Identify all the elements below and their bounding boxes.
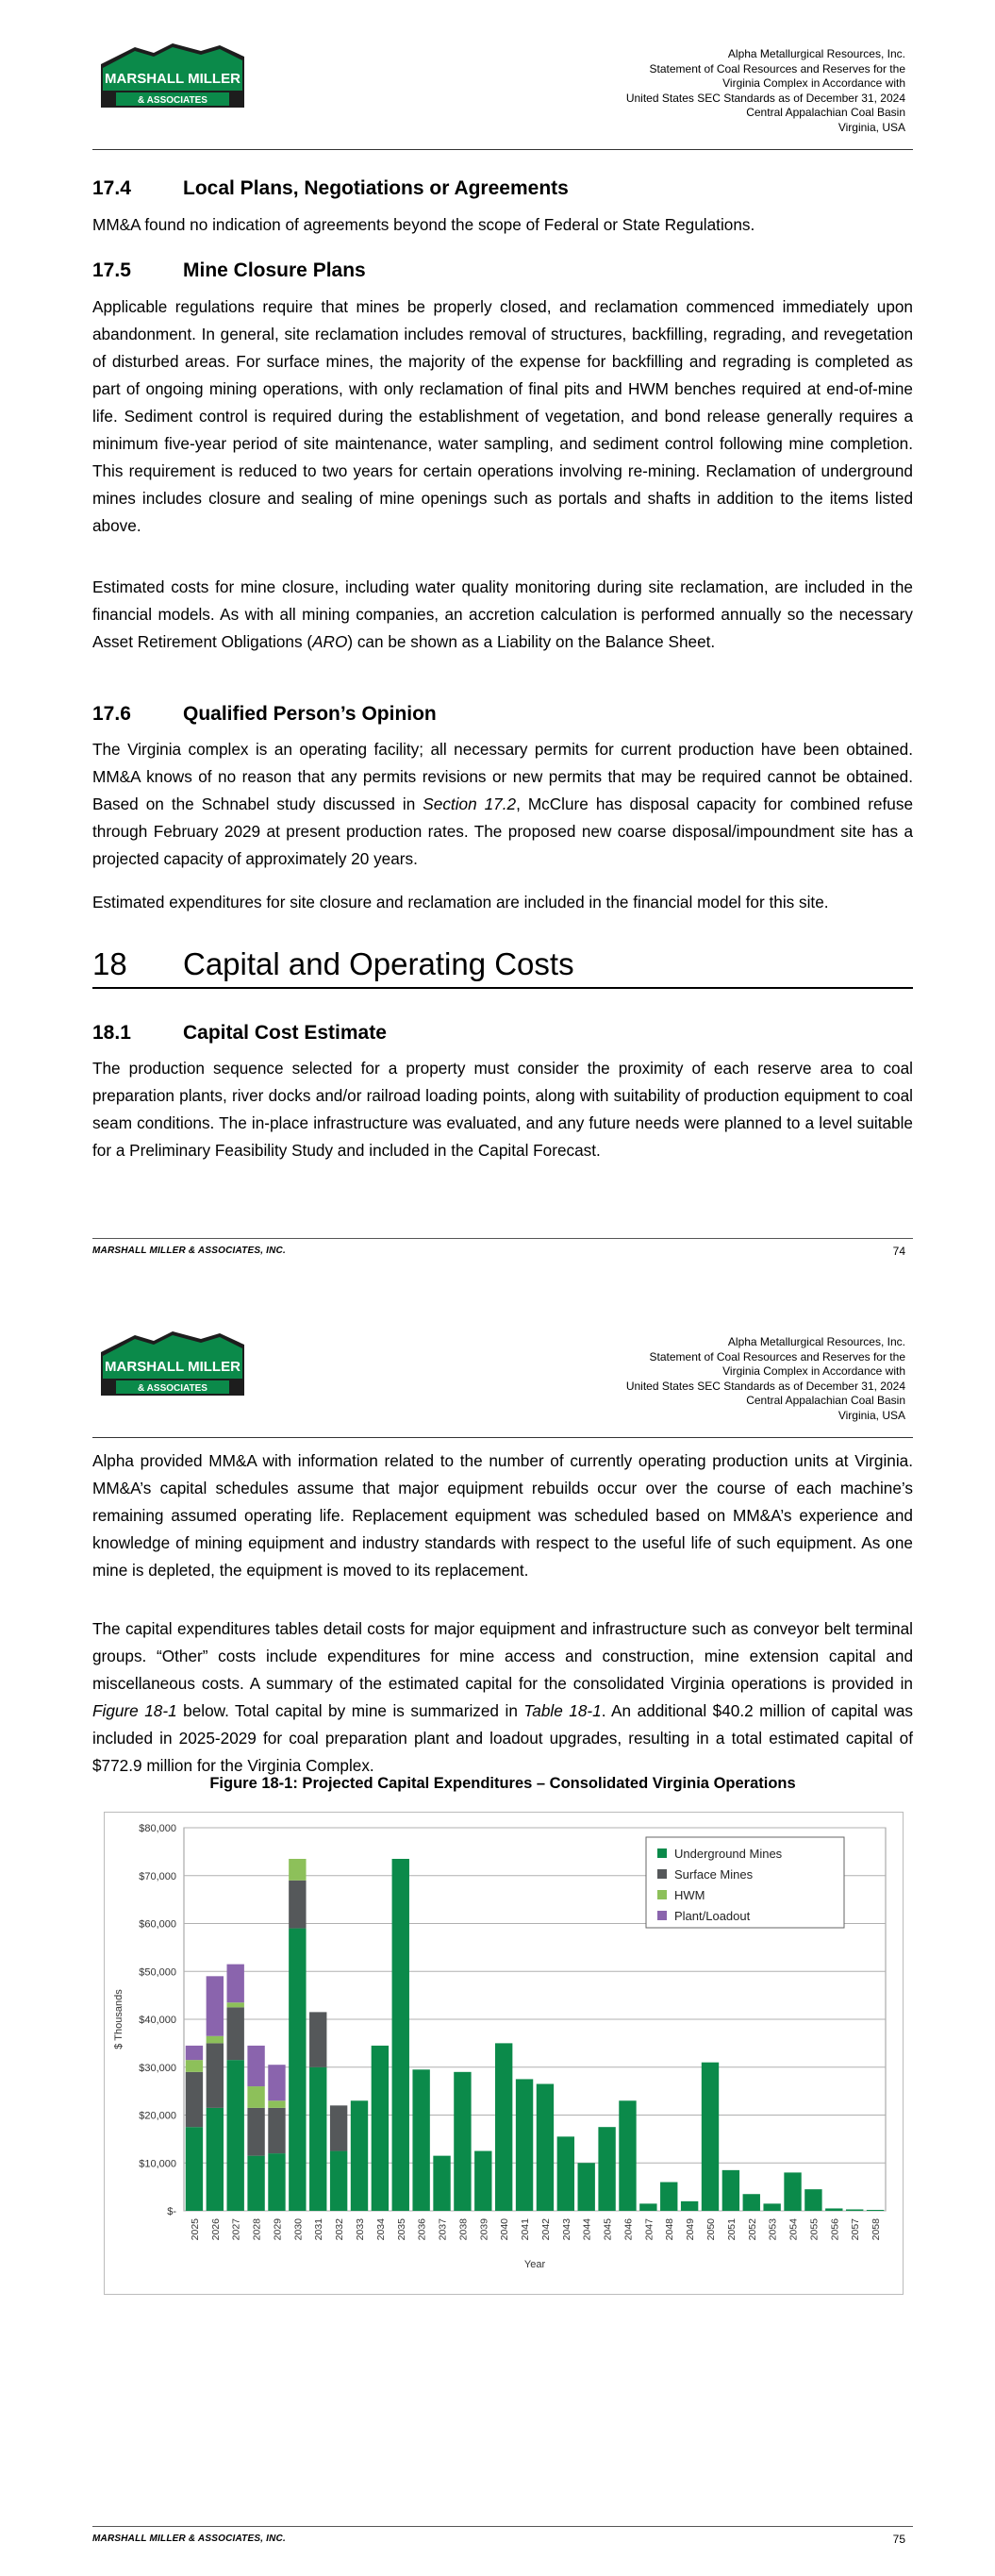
marshall-miller-logo [97, 1328, 248, 1399]
footer-company: MARSHALL MILLER & ASSOCIATES, INC. [92, 2534, 286, 2544]
x-tick-label: 2045 [602, 2218, 614, 2241]
bar-underground-mines-2035 [392, 1859, 409, 2211]
bar-underground-mines-2036 [412, 2069, 429, 2211]
header-divider [92, 1437, 913, 1438]
document-header [509, 47, 905, 135]
marshall-miller-logo [97, 40, 248, 111]
bar-hwm-2028 [247, 2086, 264, 2108]
legend-swatch [657, 1890, 667, 1899]
legend-label: HWM [674, 1888, 705, 1902]
x-tick-label: 2035 [395, 2218, 407, 2241]
bar-underground-mines-2050 [702, 2063, 719, 2211]
x-tick-label: 2038 [457, 2218, 470, 2241]
bar-underground-mines-2041 [516, 2079, 533, 2211]
legend-swatch [657, 1848, 667, 1858]
bar-underground-mines-2055 [804, 2189, 821, 2211]
figure-title: Figure 18-1: Projected Capital Expenditures – Consolidated Virginia Operations [209, 1775, 796, 1792]
bar-underground-mines-2056 [825, 2208, 842, 2211]
x-tick-label: 2049 [685, 2218, 697, 2241]
header-line: United States SEC Standards as of December 31, 2024 [625, 91, 905, 105]
bar-underground-mines-2054 [784, 2172, 801, 2211]
x-tick-label: 2033 [355, 2218, 366, 2241]
x-tick-label: 2058 [871, 2218, 883, 2241]
x-tick-label: 2052 [746, 2218, 758, 2241]
bar-underground-mines-2027 [227, 2060, 244, 2211]
y-tick-label: $70,000 [139, 1870, 176, 1882]
header-line: Virginia, USA [837, 120, 905, 134]
paragraph: The production sequence selected for a property must consider the proximity of each reserve area to coal preparation plants, river docks and/or railroad loading points, along with suitability of production equipment to coal seam conditions. The in-place infrastructure was evaluated, and any future needs were planned to a level suitable for a Preliminary Feasibility Study and included in the Capital Forecast. [92, 1059, 913, 1160]
bar-underground-mines-2053 [763, 2203, 780, 2211]
x-tick-label: 2057 [850, 2218, 862, 2241]
bar-surface-mines-2030 [289, 1881, 306, 1929]
x-tick-label: 2027 [230, 2218, 242, 2241]
header-line: Virginia, USA [837, 1408, 905, 1422]
header-line: Statement of Coal Resources and Reserves for the [649, 61, 905, 75]
legend-label: Underground Mines [674, 1847, 783, 1861]
header-line: Central Appalachian Coal Basin [746, 1394, 905, 1407]
bar-underground-mines-2034 [372, 2046, 389, 2211]
section-heading-17-4: 17.4 Local Plans, Negotiations or Agreements [92, 177, 569, 199]
x-tick-label: 2036 [416, 2218, 428, 2241]
bar-underground-mines-2030 [289, 1929, 306, 2211]
x-tick-label: 2043 [560, 2218, 572, 2241]
page-number: 74 [892, 1245, 905, 1258]
page-number: 75 [892, 2533, 905, 2546]
document-header [509, 1335, 905, 1423]
bar-underground-mines-2025 [186, 2127, 203, 2211]
x-axis-label: Year [523, 2259, 546, 2270]
chart-svg [105, 1813, 903, 2294]
capital-expenditures-chart [104, 1812, 904, 2295]
bar-plant-loadout-2027 [227, 1965, 244, 2003]
bar-underground-mines-2052 [743, 2194, 760, 2211]
legend-swatch [657, 1869, 667, 1879]
x-tick-label: 2041 [520, 2218, 532, 2241]
x-tick-label: 2056 [829, 2218, 841, 2241]
paragraph: Alpha provided MM&A with information related to the number of currently operating production units at Virginia. MM&A’s capital schedules assume that major equipment rebuilds occur over the course of each machine’s remaining assumed operating life. Replacement equipment was scheduled based on MM&A’s experience and knowledge of mining equipment and industry standards with respect to the useful life of such equipment. As one mine is depleted, the equipment is moved to its replacement. [92, 1451, 913, 1580]
bar-underground-mines-2028 [247, 2156, 264, 2211]
header-divider [92, 149, 913, 150]
x-tick-label: 2028 [251, 2218, 263, 2241]
bar-underground-mines-2038 [454, 2072, 471, 2211]
bar-plant-loadout-2028 [247, 2046, 264, 2086]
bar-underground-mines-2049 [681, 2201, 698, 2211]
bar-underground-mines-2057 [846, 2209, 863, 2211]
x-tick-label: 2037 [437, 2218, 449, 2241]
x-tick-label: 2047 [643, 2218, 655, 2241]
legend-swatch [657, 1911, 667, 1920]
header-line: Statement of Coal Resources and Reserves for the [649, 1349, 905, 1363]
bar-underground-mines-2032 [330, 2151, 347, 2211]
bar-surface-mines-2027 [227, 2007, 244, 2060]
paragraph: Applicable regulations require that mines be properly closed, and reclamation commenced immediately upon abandonment. In general, site reclamation includes removal of structures, backfilling, regrading, and revegetation of disturbed areas. For surface mines, the majority of the expense for backfilling and regrading is completed as part of ongoing mining operations, with only reclamation of final pits and HWM benches required at end-of-mine life. Sediment control is required during the establishment of vegetation, and bond release generally requires a minimum five-year period of site maintenance, water sampling, and sediment control following mine completion. This requirement is reduced to two years for certain operations involving re-mining. Reclamation of underground mines includes closure and sealing of mine openings such as portals and shafts in addition to the items listed above. [92, 297, 913, 535]
x-tick-label: 2032 [334, 2218, 346, 2241]
section-heading-17-5: 17.5 Mine Closure Plans [92, 259, 366, 281]
bar-plant-loadout-2026 [207, 1976, 224, 2035]
chapter-heading-18: 18 Capital and Operating Costs [92, 946, 574, 981]
bar-hwm-2027 [227, 2002, 244, 2007]
y-tick-label: $80,000 [139, 1823, 176, 1834]
bar-surface-mines-2026 [207, 2043, 224, 2108]
x-tick-label: 2046 [622, 2218, 635, 2241]
y-tick-label: $20,000 [139, 2110, 176, 2122]
bar-hwm-2025 [186, 2060, 203, 2072]
svg-text:MARSHALL MILLER: MARSHALL MILLER [105, 71, 240, 87]
bar-surface-mines-2031 [309, 2012, 326, 2066]
y-tick-label: $40,000 [139, 2015, 176, 2026]
paragraph: The Virginia complex is an operating facility; all necessary permits for current production have been obtained. MM&A knows of no reason that any permits revisions or new permits that may be required cannot be obtained. Based on the Schnabel study discussed in Section 17.2, McClure has disposal capacity for combined refuse through February 2029 at present production rates. The proposed new coarse disposal/impoundment site has a projected capacity of approximately 20 years. [92, 740, 913, 868]
paragraph: MM&A found no indication of agreements beyond the scope of Federal or State Regulations. [92, 215, 755, 234]
legend-label: Surface Mines [674, 1867, 754, 1882]
bar-surface-mines-2028 [247, 2108, 264, 2156]
legend-label: Plant/Loadout [674, 1909, 751, 1923]
svg-text:& ASSOCIATES: & ASSOCIATES [138, 1383, 207, 1394]
section-heading-18-1: 18.1 Capital Cost Estimate [92, 1022, 387, 1044]
bar-underground-mines-2031 [309, 2067, 326, 2211]
paragraph: Estimated costs for mine closure, including water quality monitoring during site reclamation, are included in the financial models. As with all mining companies, an accretion calculation is performed annually so the necessary Asset Retirement Obligations (ARO) can be shown as a Liability on the Balance Sheet. [92, 577, 913, 651]
bar-underground-mines-2033 [351, 2100, 368, 2211]
header-line: Alpha Metallurgical Resources, Inc. [727, 47, 905, 60]
paragraph: The capital expenditures tables detail costs for major equipment and infrastructure such as conveyor belt terminal groups. “Other” costs include expenditures for mine access and construction, mine extension capital and miscellaneous costs. A summary of the estimated capital for the consolidated Virginia operations is provided in Figure 18-1 below. Total capital by mine is summarized in Table 18-1. An additional $40.2 million of capital was included in 2025-2029 for coal preparation plant and loadout upgrades, resulting in a total estimated capital of $772.9 million for the Virginia Complex. [92, 1619, 913, 1775]
bar-surface-mines-2025 [186, 2072, 203, 2127]
x-tick-label: 2040 [499, 2218, 511, 2241]
y-tick-label: $- [167, 2206, 176, 2217]
footer-divider [92, 1238, 913, 1239]
bar-underground-mines-2046 [619, 2100, 636, 2211]
header-line: United States SEC Standards as of December 31, 2024 [625, 1379, 905, 1393]
header-line: Central Appalachian Coal Basin [746, 106, 905, 119]
footer-divider [92, 2526, 913, 2527]
x-tick-label: 2048 [664, 2218, 676, 2241]
x-tick-label: 2034 [374, 2218, 387, 2241]
paragraph: Estimated expenditures for site closure and reclamation are included in the financial model for this site. [92, 893, 829, 912]
x-tick-label: 2031 [313, 2218, 325, 2241]
bar-underground-mines-2042 [537, 2084, 554, 2211]
x-tick-label: 2039 [478, 2218, 490, 2241]
bar-underground-mines-2037 [433, 2156, 450, 2211]
x-tick-label: 2054 [788, 2218, 800, 2241]
header-line: Virginia Complex in Accordance with [722, 1364, 905, 1378]
x-tick-label: 2055 [808, 2218, 821, 2241]
y-tick-label: $50,000 [139, 1966, 176, 1979]
bar-underground-mines-2048 [660, 2183, 677, 2211]
bar-underground-mines-2029 [268, 2153, 285, 2211]
bar-underground-mines-2040 [495, 2043, 512, 2211]
x-tick-label: 2044 [581, 2218, 593, 2241]
x-tick-label: 2050 [705, 2218, 717, 2241]
header-line: Virginia Complex in Accordance with [722, 76, 905, 90]
bar-underground-mines-2043 [557, 2136, 574, 2211]
chapter-divider [92, 987, 913, 989]
bar-underground-mines-2045 [598, 2127, 615, 2211]
x-tick-label: 2051 [725, 2218, 738, 2241]
y-tick-label: $60,000 [139, 1918, 176, 1931]
bar-surface-mines-2029 [268, 2108, 285, 2153]
bar-hwm-2026 [207, 2036, 224, 2044]
y-axis-label: $ Thousands [113, 1989, 124, 2049]
x-tick-label: 2025 [189, 2218, 201, 2241]
svg-text:& ASSOCIATES: & ASSOCIATES [138, 95, 207, 106]
bar-underground-mines-2051 [722, 2170, 739, 2211]
svg-text:MARSHALL MILLER: MARSHALL MILLER [105, 1359, 240, 1375]
y-tick-label: $10,000 [139, 2158, 176, 2170]
bar-underground-mines-2039 [474, 2151, 491, 2211]
bar-surface-mines-2032 [330, 2105, 347, 2150]
header-line: Alpha Metallurgical Resources, Inc. [727, 1335, 905, 1348]
bar-underground-mines-2058 [867, 2210, 884, 2211]
x-tick-label: 2042 [539, 2218, 552, 2241]
y-tick-label: $30,000 [139, 2062, 176, 2074]
footer-company: MARSHALL MILLER & ASSOCIATES, INC. [92, 1246, 286, 1256]
bar-underground-mines-2047 [639, 2203, 656, 2211]
bar-underground-mines-2026 [207, 2108, 224, 2211]
bar-plant-loadout-2025 [186, 2046, 203, 2060]
bar-plant-loadout-2029 [268, 2065, 285, 2100]
bar-hwm-2029 [268, 2100, 285, 2108]
section-heading-17-6: 17.6 Qualified Person’s Opinion [92, 703, 437, 725]
x-tick-label: 2030 [292, 2218, 305, 2241]
bar-hwm-2030 [289, 1859, 306, 1881]
x-tick-label: 2029 [272, 2218, 284, 2241]
x-tick-label: 2053 [767, 2218, 779, 2241]
x-tick-label: 2026 [209, 2218, 222, 2241]
bar-underground-mines-2044 [578, 2163, 595, 2211]
